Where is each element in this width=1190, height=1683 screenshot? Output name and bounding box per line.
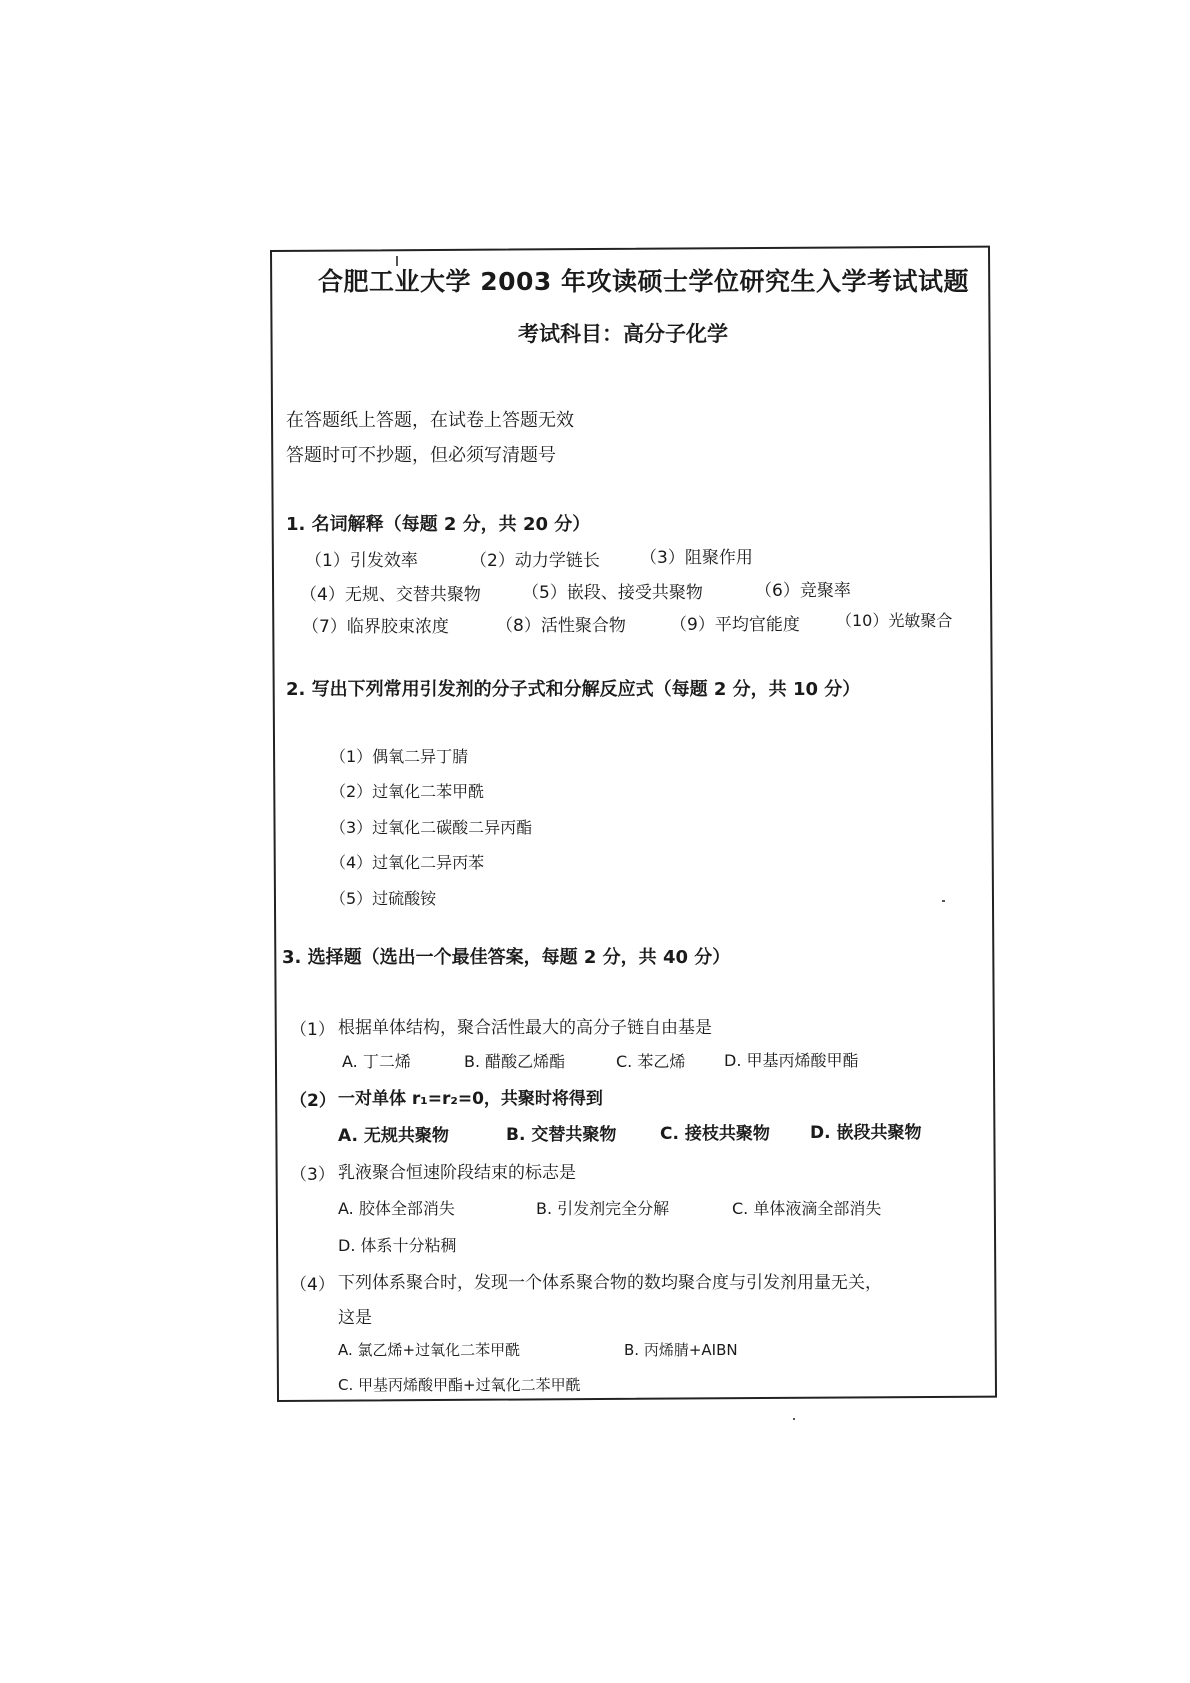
choice-option: C. 甲基丙烯酸甲酯+过氧化二苯甲酰: [338, 1376, 581, 1394]
question-number: （1）: [290, 1020, 335, 1040]
initiator-item: （4）过氧化二异丙苯: [330, 853, 485, 872]
choice-option: A. 无规共聚物: [338, 1126, 449, 1146]
choice-option: D. 体系十分粘稠: [338, 1236, 457, 1255]
instruction-line: 在答题纸上答题，在试卷上答题无效: [286, 410, 574, 431]
term-item: （5）嵌段、接受共聚物: [522, 583, 703, 603]
question-number: （2）: [290, 1091, 336, 1111]
exam-subject: 考试科目：高分子化学: [518, 322, 728, 346]
choice-option: D. 甲基丙烯酸甲酯: [724, 1051, 859, 1070]
choice-option: C. 苯乙烯: [616, 1052, 686, 1071]
initiator-item: （3）过氧化二碳酸二异丙酯: [330, 818, 533, 837]
question-stem-continued: 这是: [338, 1308, 372, 1328]
initiator-item: （5）过硫酸铵: [330, 889, 437, 908]
term-item: （8）活性聚合物: [496, 616, 626, 636]
term-item: （9）平均官能度: [670, 615, 800, 635]
choice-option: B. 交替共聚物: [506, 1125, 617, 1145]
term-item: （1）引发效率: [305, 551, 418, 571]
choice-option: D. 嵌段共聚物: [810, 1123, 922, 1143]
question-number: （4）: [290, 1275, 335, 1295]
term-item: （4）无规、交替共聚物: [300, 585, 481, 605]
instruction-line: 答题时可不抄题，但必须写清题号: [286, 445, 556, 466]
term-item: （10）光敏聚合: [836, 611, 953, 630]
initiator-item: （1）偶氧二异丁腈: [330, 747, 469, 766]
choice-option: B. 引发剂完全分解: [536, 1199, 670, 1218]
choice-option: B. 丙烯腈+AIBN: [624, 1341, 738, 1359]
section-3-heading: 3. 选择题（选出一个最佳答案，每题 2 分，共 40 分）: [282, 947, 731, 968]
choice-option: C. 单体液滴全部消失: [732, 1199, 882, 1218]
choice-option: B. 醋酸乙烯酯: [464, 1052, 566, 1071]
scan-speck: [793, 1418, 795, 1420]
choice-option: A. 胶体全部消失: [338, 1199, 455, 1218]
scan-speck: [396, 256, 398, 266]
scan-speck: [942, 900, 945, 902]
question-number: （3）: [290, 1165, 335, 1185]
choice-option: C. 接枝共聚物: [660, 1124, 770, 1144]
exam-title: 合肥工业大学 2003 年攻读硕士学位研究生入学考试试题: [318, 267, 969, 296]
question-stem: 下列体系聚合时，发现一个体系聚合物的数均聚合度与引发剂用量无关，: [338, 1273, 882, 1293]
section-1-heading: 1. 名词解释（每题 2 分，共 20 分）: [286, 514, 591, 535]
question-stem: 根据单体结构，聚合活性最大的高分子链自由基是: [338, 1018, 712, 1038]
term-item: （3）阻聚作用: [640, 548, 753, 568]
term-item: （7）临界胶束浓度: [302, 617, 449, 637]
question-stem: 乳液聚合恒速阶段结束的标志是: [338, 1163, 576, 1183]
initiator-item: （2）过氧化二苯甲酰: [330, 782, 485, 801]
choice-option: A. 氯乙烯+过氧化二苯甲酰: [338, 1341, 521, 1359]
choice-option: A. 丁二烯: [342, 1052, 411, 1071]
term-item: （6）竞聚率: [755, 581, 851, 601]
section-2-heading: 2. 写出下列常用引发剂的分子式和分解反应式（每题 2 分，共 10 分）: [286, 679, 861, 700]
term-item: （2）动力学链长: [470, 551, 600, 571]
question-stem: 一对单体 r₁=r₂=0，共聚时将得到: [338, 1089, 603, 1109]
